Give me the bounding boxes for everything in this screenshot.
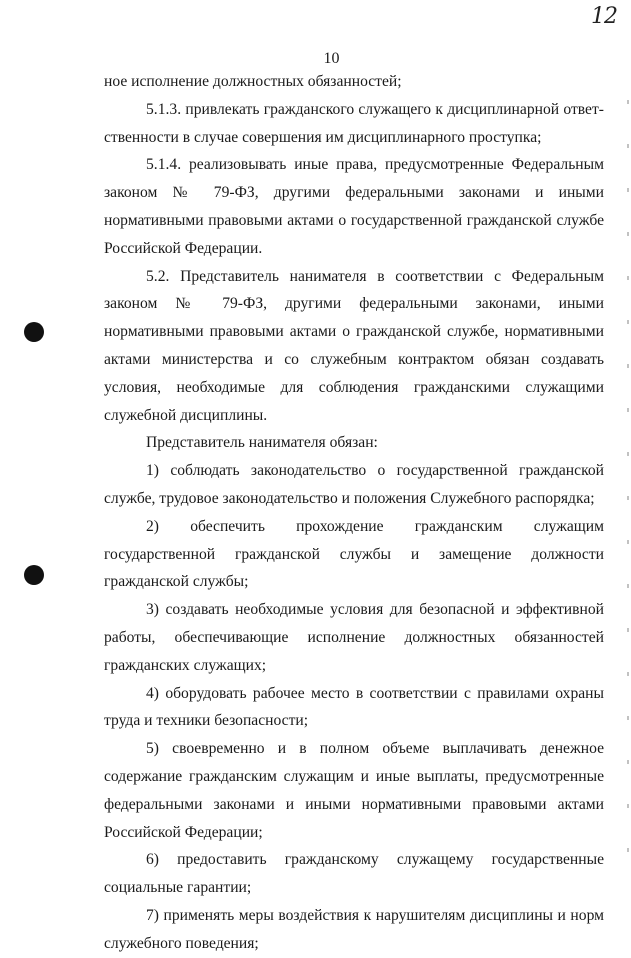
list-item: 1) соблюдать законодательство о государственной гражданской службе, трудовое законодательство и положения Служебного распорядка; [104, 462, 604, 507]
list-item: 4) оборудовать рабочее место в соответствии с правилами охраны труда и техники безопасности; [104, 684, 604, 730]
punch-hole-icon [24, 565, 44, 585]
list-item: 7) применять меры воздействия к нарушителям дисциплины и норм служебного поведения; [104, 906, 604, 952]
page-number: 10 [323, 50, 340, 67]
scan-edge-artifact [627, 60, 629, 880]
paragraph: 5.1.4. реализовывать иные права, предусмотренные Федеральным законом № 79-ФЗ, другими федеральными законами и иными нормативными правовыми актами о государственной гражданской службе Российской Федерации. [104, 156, 604, 257]
paragraph: 5.2. Представитель нанимателя в соответствии с Федеральным законом № 79-ФЗ, другими федеральными законами, иными нормативными правовыми актами о гражданской службе, нормативными актами министерства и со служебным контрактом обязан создавать условия, необходимые для соблюдения гражданскими служащими служебной дисциплины. [104, 267, 604, 424]
list-item: 5) своевременно и в полном объеме выплачивать денежное содержание гражданским служащим и иные выплаты, предусмотренные федеральными законами и иными нормативными правовыми актами Российской Федерации; [104, 740, 604, 841]
list-item: 3) создавать необходимые условия для безопасной и эффективной работы, обеспечивающие исполнение должностных обязанностей гражданских служащих; [104, 601, 604, 674]
document-body [104, 68, 604, 958]
punch-hole-icon [24, 322, 44, 342]
paragraph: Представитель нанимателя обязан: [146, 434, 378, 452]
handwritten-page-number: 12 [591, 4, 617, 29]
list-item: 2) обеспечить прохождение гражданским служащим государственной гражданской службы и замещение должности гражданской службы; [104, 517, 604, 591]
list-item: 6) предоставить гражданскому служащему государственные социальные гарантии; [104, 851, 604, 897]
paragraph: ное исполнение должностных обязанностей; [104, 73, 402, 90]
paragraph: 5.1.3. привлекать гражданского служащего к дисциплинарной ответственности в случае совершения им дисциплинарного проступка; [104, 100, 604, 146]
